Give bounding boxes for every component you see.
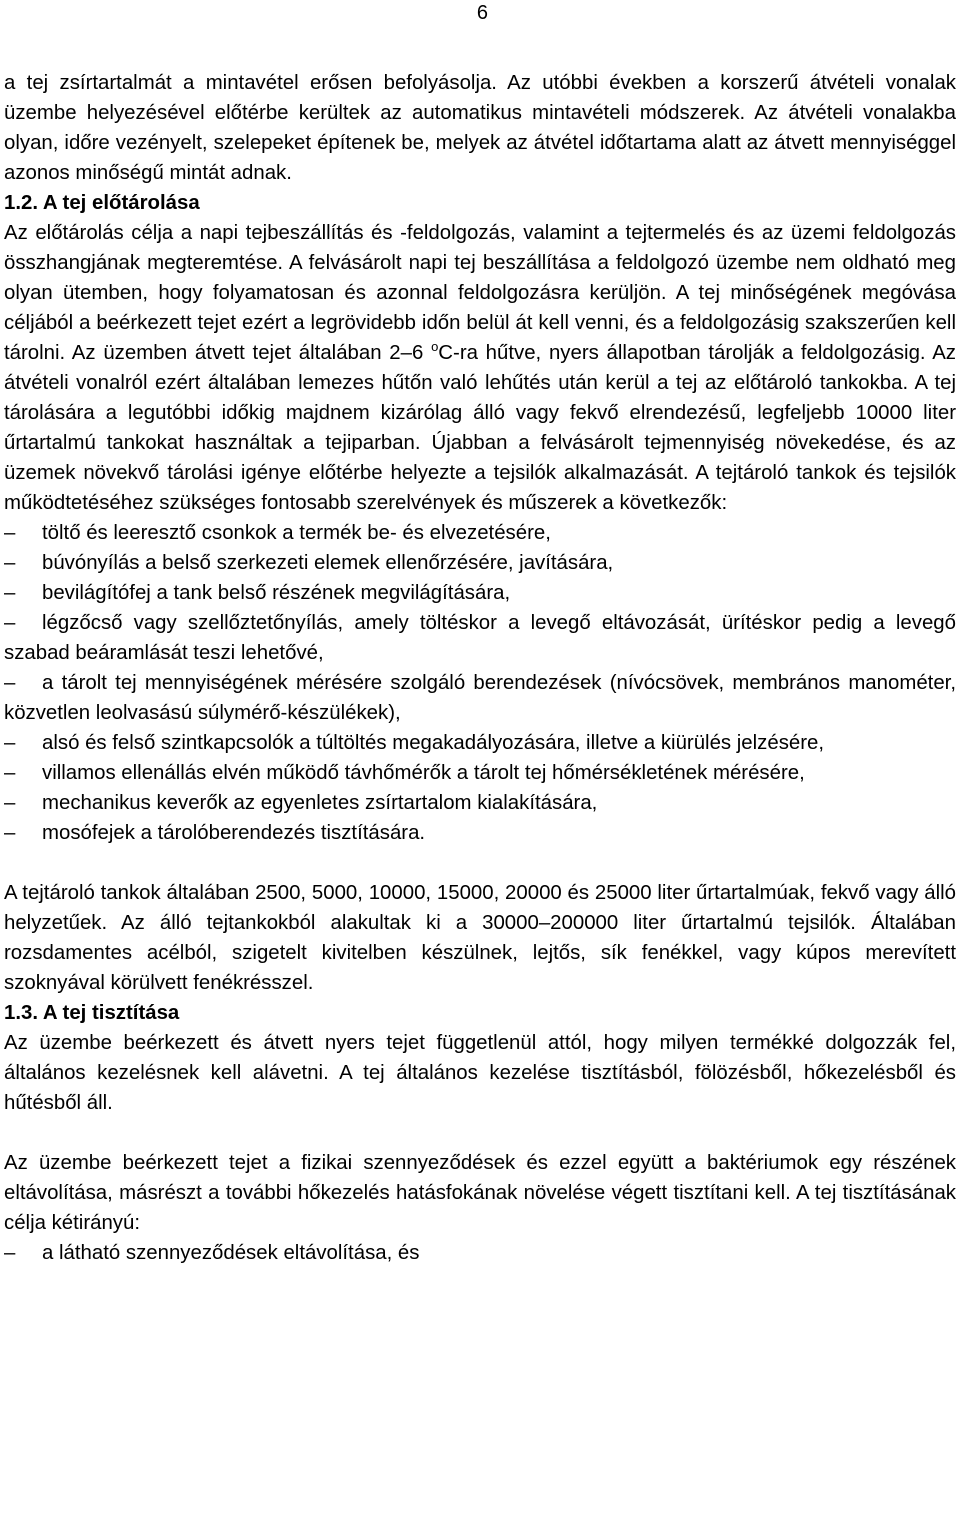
temperature-dash: –: [400, 342, 412, 364]
section-heading-1-2: 1.2. A tej előtárolása: [4, 192, 200, 214]
dash-bullet-icon: –: [4, 762, 16, 784]
section-heading-1-3: 1.3. A tej tisztítása: [4, 1002, 180, 1024]
degree-superscript: o: [431, 339, 439, 355]
list-item: – búvónyílás a belső szerkezeti elemek ellenőrzésére, javítására,: [4, 548, 956, 578]
list-item: – a tárolt tej mennyiségének mérésére szolgáló berendezések (nívócsövek, membrános manométer, közvetlen leolvasású súlymérő-készülékek),: [4, 668, 956, 728]
temperature-end: 6: [411, 342, 432, 364]
list-item: – alsó és felső szintkapcsolók a túltöltés megakadályozására, illetve a kiürülés jelzésére,: [4, 728, 956, 758]
equipment-list: [4, 518, 956, 848]
document-body: [4, 68, 956, 1268]
storage-text-b: C-ra hűtve, nyers állapotban tárolják a feldolgozásig. Az átvételi vonalról ezért általában lemezes hűtőn való lehűtés után kerül a tej az előtároló tankokba. A tej tárolására a legutóbbi időkig majdnem kizárólag álló vagy fekvő elrendezésű, legfeljebb 10000 liter űrtartalmú tankokat használtak a tejiparban. Újabban a felvásárolt tejmennyiség növekedése, és az üzemek növekvő tárolási igénye előtérbe helyezte a tejsilók alkalmazását. A tejtároló tankok és tejsilók működtetéséhez szükséges fontosabb szerelvények és műszerek a következők:: [4, 342, 956, 514]
spacer: [4, 848, 956, 878]
cleaning-goals-list: [4, 1238, 956, 1268]
list-item: – mosófejek a tárolóberendezés tisztítására.: [4, 818, 956, 848]
dash-bullet-icon: –: [4, 1242, 16, 1264]
list-item: – villamos ellenállás elvén működő távhőmérők a tárolt tej hőmérsékletének mérésére,: [4, 758, 956, 788]
list-item: – töltő és leeresztő csonkok a termék be- és elvezetésére,: [4, 518, 956, 548]
list-item: – légzőcső vagy szellőztetőnyílás, amely töltéskor a levegő eltávozását, ürítéskor pedig a levegő szabad beáramlását teszi lehetővé,: [4, 608, 956, 668]
spacer: [4, 1118, 956, 1148]
list-item: – mechanikus keverők az egyenletes zsírtartalom kialakítására,: [4, 788, 956, 818]
page-number: 6: [476, 2, 488, 24]
dash-bullet-icon: –: [4, 732, 16, 754]
tank-capacity-paragraph: A tejtároló tankok általában 2500, 5000, 10000, 15000, 20000 és 25000 liter űrtartalmúak, fekvő vagy álló helyzetűek. Az álló tejtankokból alakultak ki a 30000–200000 liter űrtartalmú tejsilók. Általában rozsdamentes acélból, szigetelt kivitelben készülnek, lejtős, sík fenékkel, vagy kúpos merevített szoknyával körülvett fenékrésszel.: [4, 882, 956, 994]
storage-paragraph: [4, 218, 956, 518]
dash-bullet-icon: –: [4, 792, 16, 814]
cleaning-paragraph-2: Az üzembe beérkezett tejet a fizikai szennyeződések és ezzel együtt a baktériumok egy részének eltávolítása, másrészt a további hőkezelés hatásfokának növelése végett tisztítani kell. A tej tisztításának célja kétirányú:: [4, 1152, 956, 1234]
dash-bullet-icon: –: [4, 822, 16, 844]
dash-bullet-icon: –: [4, 582, 16, 604]
cleaning-paragraph-1: Az üzembe beérkezett és átvett nyers tejet függetlenül attól, hogy milyen termékké dolgozzák fel, általános kezelésnek kell alávetni. A tej általános kezelése tisztításból, fölözésből, hőkezelésből és hűtésből áll.: [4, 1032, 956, 1114]
dash-bullet-icon: –: [4, 672, 16, 694]
storage-text-a: Az előtárolás célja a napi tejbeszállítás és -feldolgozás, valamint a tejtermelés és az üzemi feldolgozás összhangjának megteremtése. A felvásárolt napi tej beszállítása a feldolgozó üzembe nem oldható meg olyan ütemben, hogy folyamatosan és azonnal feldolgozásra kerüljön. A tej minőségének megóvása céljából a beérkezett tejet ezért a legrövidebb időn belül át kell venni, és a feldolgozásig szakszerűen kell tárolni. Az üzemben átvett tejet általában 2: [4, 222, 956, 364]
dash-bullet-icon: –: [4, 552, 16, 574]
range-dash: –: [538, 912, 551, 934]
dash-bullet-icon: –: [4, 612, 16, 634]
dash-bullet-icon: –: [4, 522, 16, 544]
list-item: – bevilágítófej a tank belső részének megvilágítására,: [4, 578, 956, 608]
list-item: – a látható szennyeződések eltávolítása, és: [4, 1238, 956, 1268]
intro-paragraph: a tej zsírtartalmát a mintavétel erősen befolyásolja. Az utóbbi években a korszerű átvételi vonalak üzembe helyezésével előtérbe kerültek az automatikus mintavételi módszerek. Az átvételi vonalakba olyan, időre vezényelt, szelepeket építenek be, melyek az átvétel időtartama alatt az átvett mennyiséggel azonos minőségű mintát adnak.: [4, 72, 956, 184]
